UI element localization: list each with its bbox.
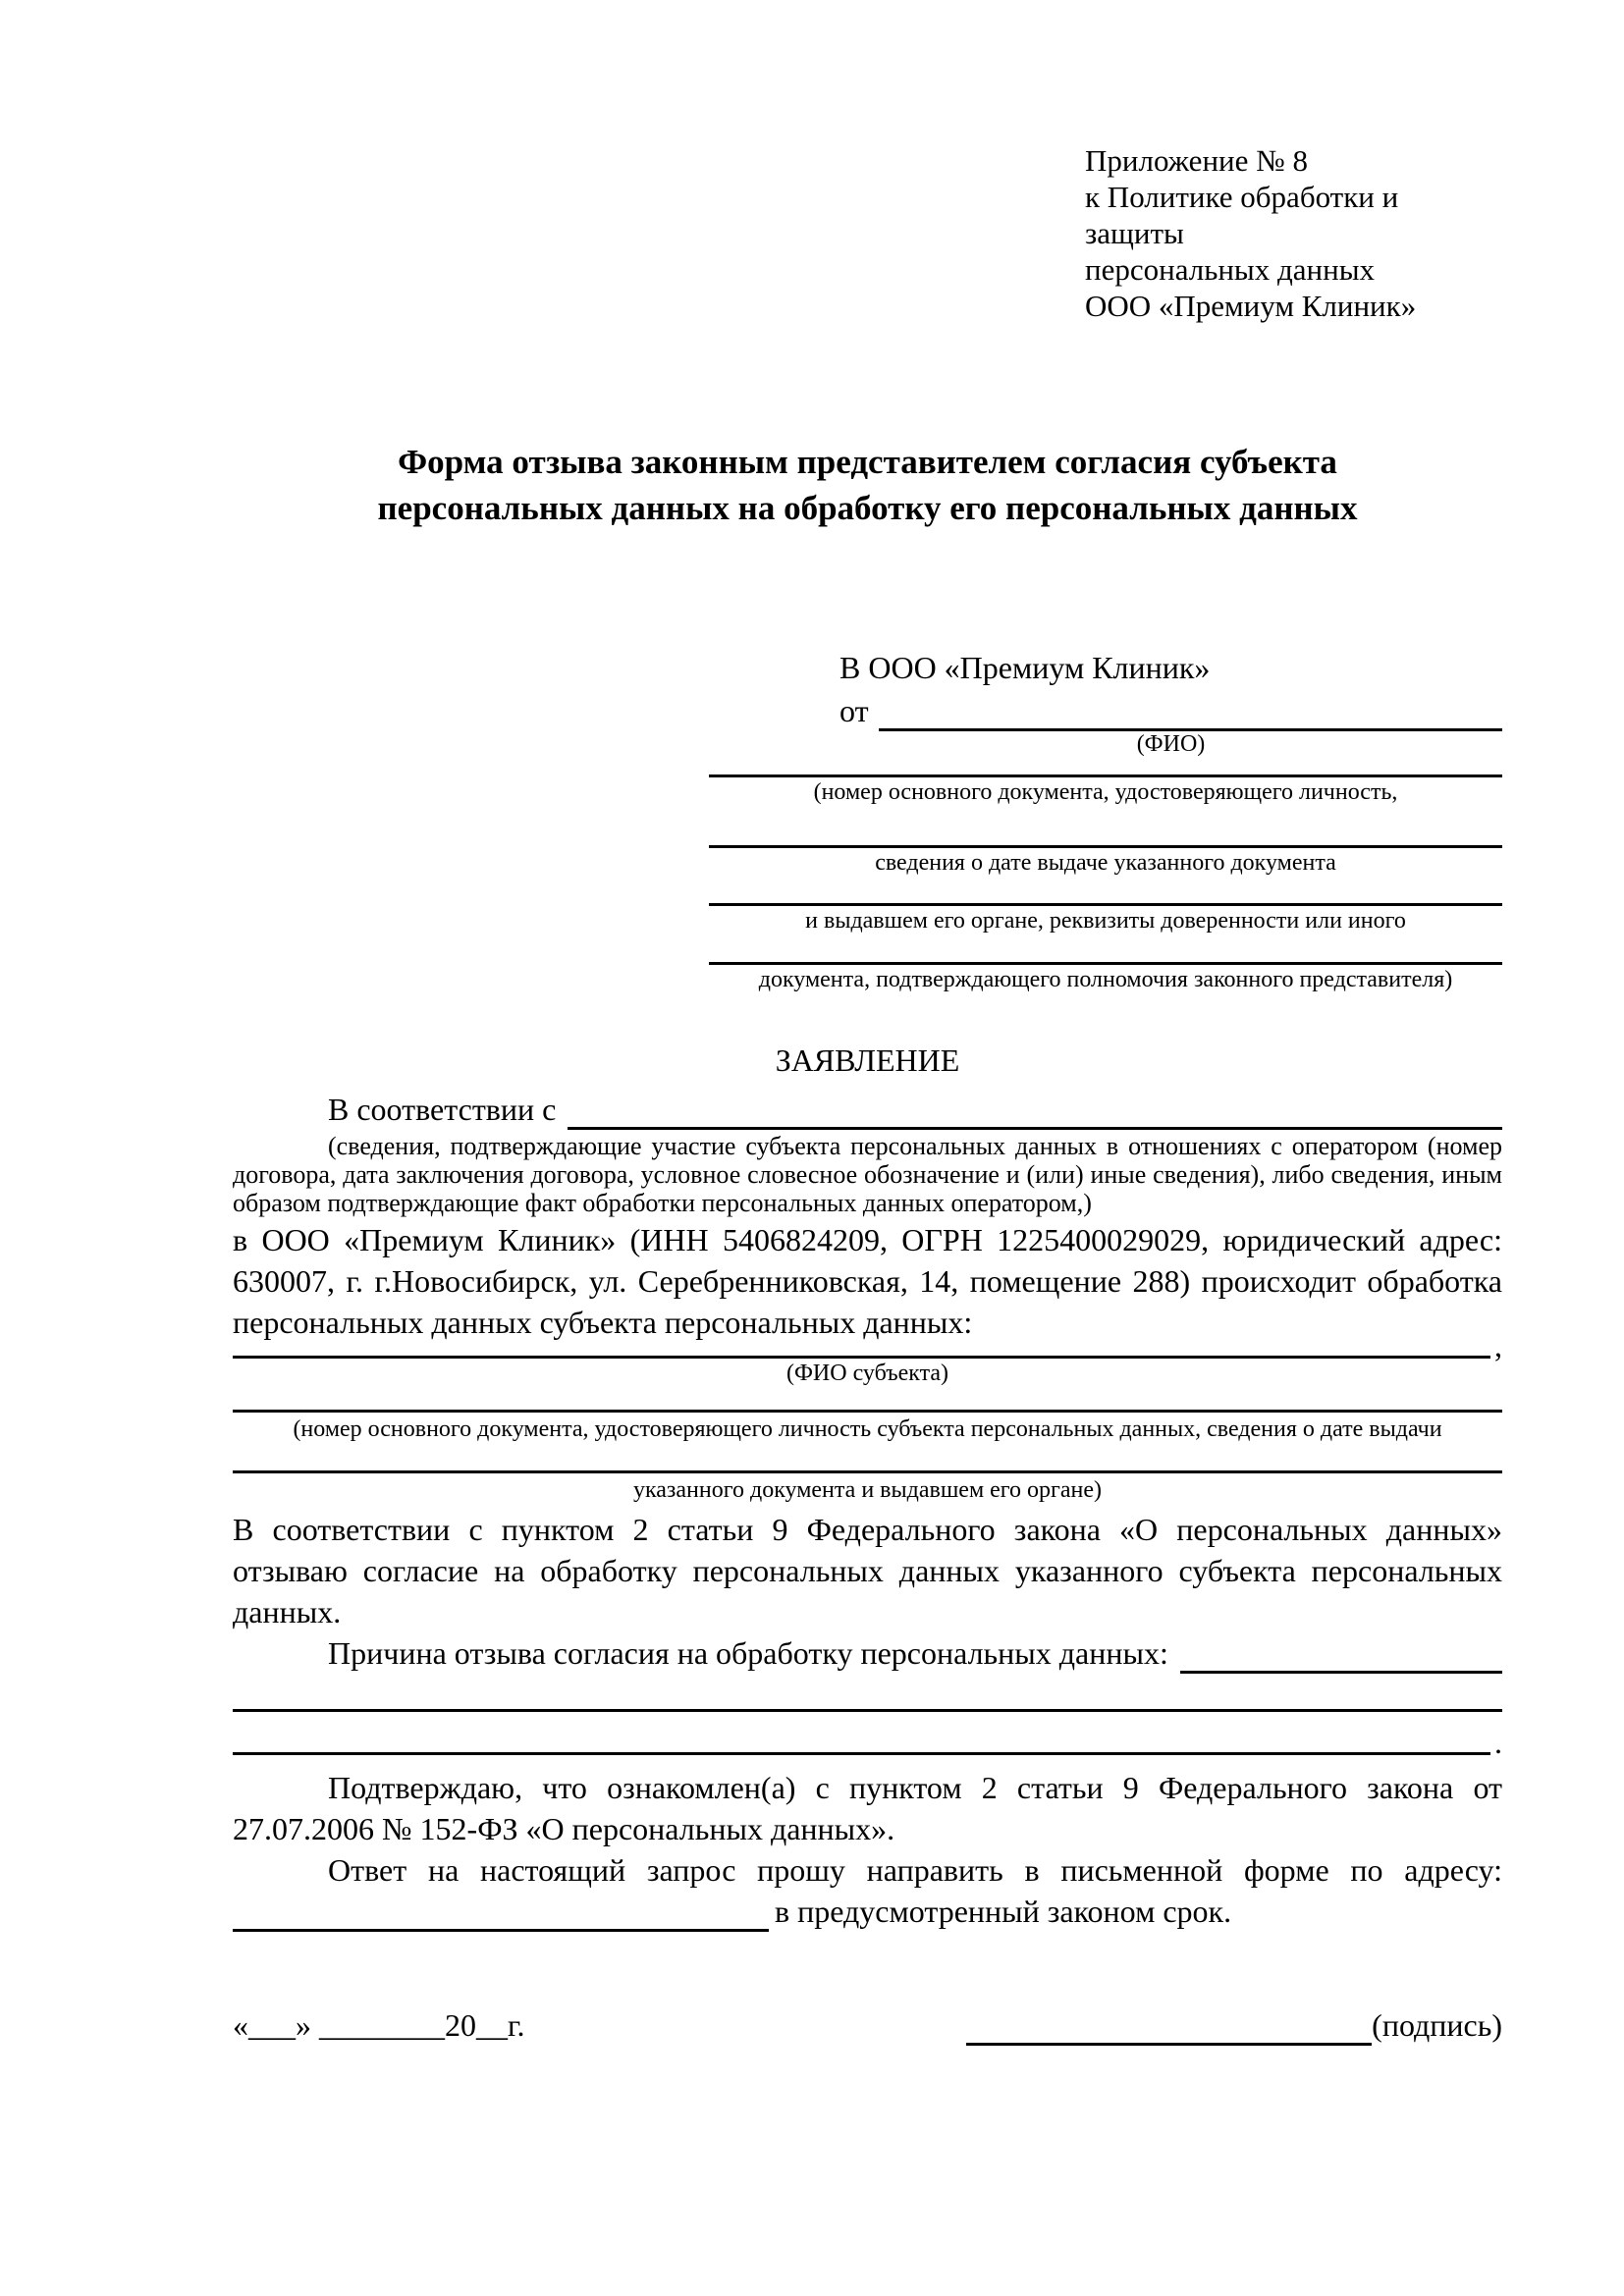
doc-caption-2: сведения о дате выдаче указанного документа — [875, 850, 1336, 876]
footer-row — [233, 2002, 1502, 2046]
document-content — [233, 0, 1502, 2046]
appendix-block — [1085, 142, 1502, 324]
appendix-line: персональных данных — [1085, 252, 1376, 287]
doc-caption-3: и выдавшем его органе, реквизиты доверенности или иного — [805, 908, 1406, 934]
subject-fio-row — [233, 1328, 1502, 1363]
addressee-from-label: от — [839, 693, 869, 728]
reason-extra-row-2 — [233, 1722, 1502, 1760]
form-title-line-2: персональных данных на обработку его персональных данных — [377, 489, 1358, 527]
trailing-period: . — [1494, 1725, 1502, 1760]
addressee-from-row — [839, 688, 1502, 731]
signature-blank-line — [966, 2043, 1372, 2046]
operator-paragraph: в ООО «Премиум Клиник» (ИНН 5406824209, ОГРН 1225400029029, юридический адрес: 630007, г. г.Новосибирск, ул. Серебренниковская, 14, помещение 288) происходит обработка персональных данных субъекта персональных данных: — [233, 1222, 1502, 1340]
reason-label: Причина отзыва согласия на обработку персональных данных: — [328, 1635, 1168, 1671]
accordance-blank-line — [568, 1127, 1502, 1130]
accordance-row — [233, 1087, 1502, 1130]
reason-extra-blank-line-1 — [233, 1709, 1502, 1712]
confirm-paragraph: Подтверждаю, что ознакомлен(а) с пунктом 2 статьи 9 Федерального закона от 27.07.2006 № 152-ФЗ «О персональных данных». — [233, 1770, 1502, 1846]
withdraw-paragraph: В соответствии с пунктом 2 статьи 9 Федерального закона «О персональных данных» отзываю согласие на обработку персональных данных указанного субъекта персональных данных. — [233, 1512, 1502, 1629]
subject-fio-caption: (ФИО субъекта) — [785, 1361, 949, 1386]
fio-caption: (ФИО) — [1136, 731, 1206, 757]
doc-caption-1: (номер основного документа, удостоверяющего личность, — [813, 779, 1398, 805]
representative-document-lines — [709, 774, 1502, 994]
reason-extra-blank-line-2 — [233, 1752, 1490, 1755]
form-title — [233, 439, 1502, 531]
addressee-block — [839, 647, 1502, 759]
doc-caption-4: документа, подтверждающего полномочия законного представителя) — [758, 967, 1453, 992]
signature-caption: (подпись) — [1372, 2007, 1502, 2043]
accordance-label: В соответствии с — [328, 1092, 557, 1127]
reply-address-row — [233, 1891, 1502, 1932]
trailing-comma: , — [1494, 1328, 1502, 1363]
reply-paragraph: Ответ на настоящий запрос прошу направить в письменной форме по адресу: — [328, 1852, 1502, 1888]
fine-print-note: (сведения, подтверждающие участие субъекта персональных данных в отношениях с оператором (номер договора, дата заключения договора, условное словесное обозначение и (или) иные сведения), либо сведения, иным образом подтверждающие факт обработки персональных данных оператором,) — [233, 1132, 1502, 1217]
reason-row — [233, 1632, 1502, 1674]
statement-heading: ЗАЯВЛЕНИЕ — [775, 1042, 960, 1078]
appendix-line: к Политике обработки и защиты — [1085, 180, 1399, 250]
appendix-line: Приложение № 8 — [1085, 143, 1308, 178]
form-title-line-1: Форма отзыва законным представителем согласия субъекта — [398, 443, 1337, 481]
subject-doc-blank-line-2 — [233, 1470, 1502, 1473]
appendix-line: ООО «Премиум Клиник» — [1085, 289, 1417, 323]
subject-doc-blank-line-1 — [233, 1410, 1502, 1413]
signature-group — [966, 2004, 1502, 2046]
subject-doc-caption-2: указанного документа и выдавшем его органе) — [632, 1477, 1103, 1503]
date-line: «___» ________20__г. — [233, 2007, 525, 2043]
reply-tail: в предусмотренный законом срок. — [775, 1894, 1232, 1929]
reason-blank-line — [1180, 1671, 1502, 1674]
subject-doc-caption-1: (номер основного документа, удостоверяющего личность субъекта персональных данных, сведения о дате выдачи — [293, 1416, 1442, 1442]
reply-address-blank-line — [233, 1929, 769, 1932]
addressee-to: В ООО «Премиум Клиник» — [839, 650, 1211, 685]
